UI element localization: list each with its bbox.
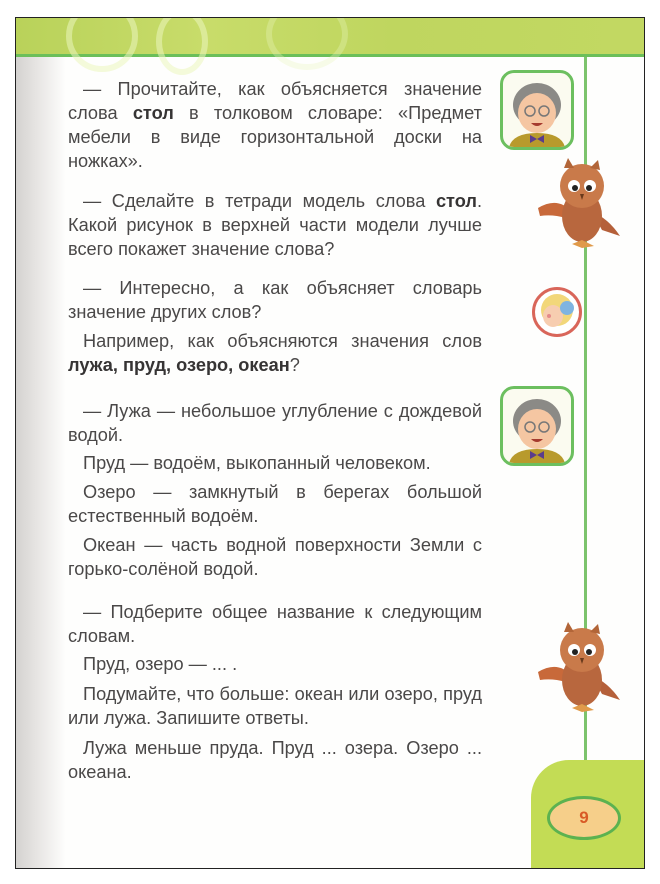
girl-icon (532, 287, 582, 337)
header-band (16, 18, 644, 57)
owl-icon (536, 156, 622, 254)
paragraph-4 (68, 329, 482, 377)
paragraph-text: Озеро — замкнутый в берегах большой естественный водоём. (68, 482, 482, 526)
paragraph-6 (68, 451, 482, 475)
paragraph-text: Например, как объясняются значения слов лужа, пруд, озеро, океан? (68, 331, 482, 375)
paragraph-3 (68, 276, 482, 324)
paragraph-7 (68, 480, 482, 528)
teacher-icon (500, 70, 574, 150)
paragraph-11 (68, 682, 482, 730)
paragraph-5 (68, 399, 482, 447)
bold-term: стол (132, 103, 174, 123)
binding-shadow (16, 57, 66, 868)
owl-icon (536, 620, 622, 718)
paragraph-text: Пруд, озеро — ... . (83, 654, 238, 674)
paragraph-text: Океан — часть водной поверхности Земли с горько-солёной водой. (68, 535, 482, 579)
paragraph-text: Подумайте, что больше: океан или озеро, пруд или лужа. Запишите ответы. (68, 684, 482, 728)
bold-term: стол (435, 191, 477, 211)
paragraph-12 (68, 736, 482, 784)
decor-swirl (266, 17, 348, 70)
paragraph-text: — Лужа — небольшое углубление с дождевой водой. (68, 401, 482, 445)
textbook-page (15, 17, 645, 869)
paragraph-text: — Прочитайте, как объясняется значение слова стол в толковом словаре: «Предмет мебели в виде горизонтальной доски на ножках». (68, 79, 482, 171)
paragraph-text: — Сделайте в тетради модель слова стол. Какой рисунок в верхней части модели лучше всего покажет значение слова? (68, 191, 482, 259)
page-number: 9 (547, 796, 621, 840)
paragraph-text: — Интересно, а как объясняет словарь значение других слов? (68, 278, 482, 322)
paragraph-text: — Подберите общее название к следующим словам. (68, 602, 482, 646)
teacher-icon (500, 386, 574, 466)
decor-swirl (66, 17, 138, 72)
paragraph-8 (68, 533, 482, 581)
paragraph-1 (68, 77, 482, 173)
paragraph-text: Пруд — водоём, выкопанный человеком. (83, 453, 431, 473)
bold-term: лужа, пруд, озеро, океан (68, 355, 290, 375)
paragraph-10 (68, 652, 482, 676)
decor-swirl (156, 17, 208, 75)
paragraph-9 (68, 600, 482, 648)
paragraph-text: Лужа меньше пруда. Пруд ... озера. Озеро ... океана. (68, 738, 482, 782)
paragraph-2 (68, 189, 482, 261)
